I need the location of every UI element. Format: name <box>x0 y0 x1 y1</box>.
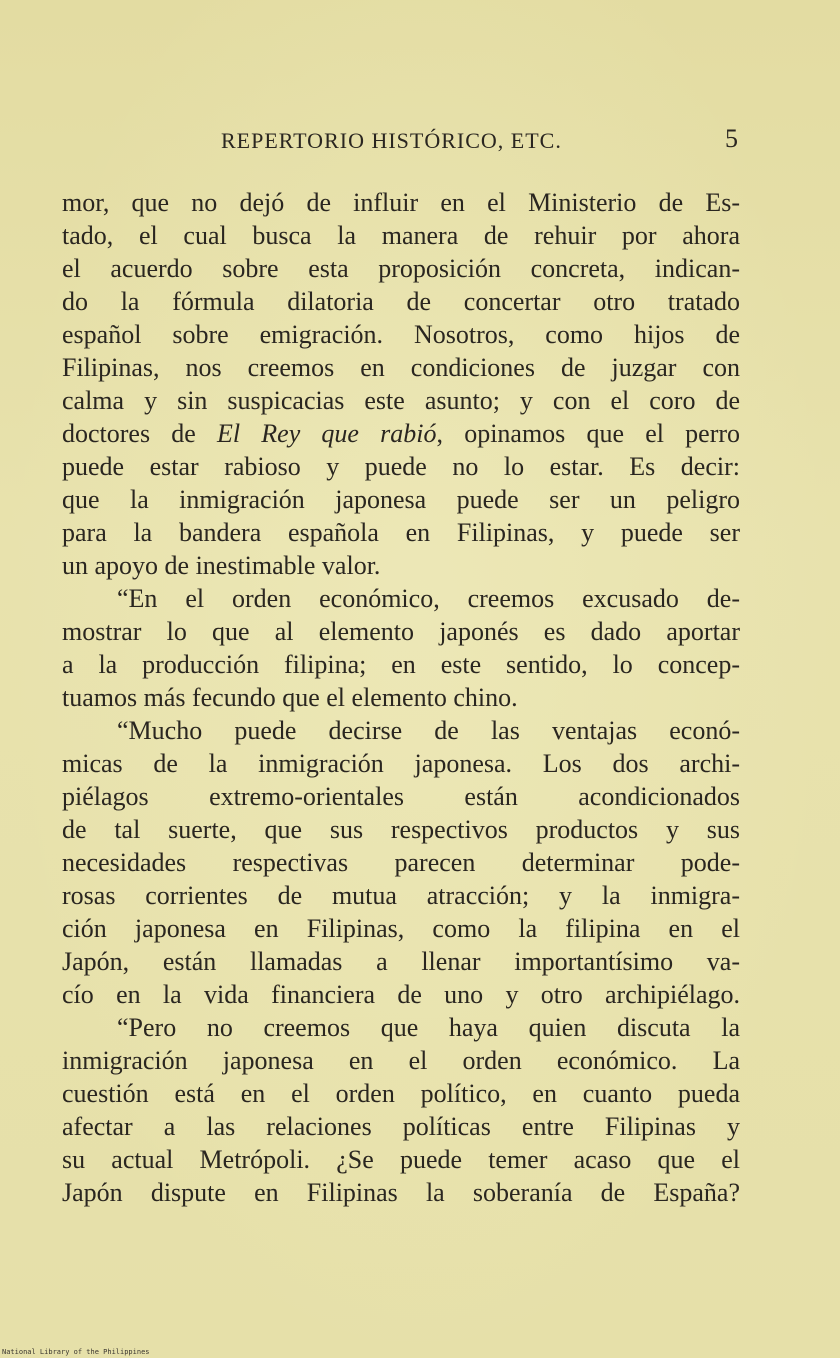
text-line: su actual Metrópoli. ¿Se puede temer acaso que el <box>62 1145 740 1174</box>
text-line: que la inmigración japonesa puede ser un peligro <box>62 485 740 514</box>
work-title-italic: El Rey que rabió <box>217 419 437 448</box>
body-text <box>62 186 740 1209</box>
text-line: español sobre emigración. Nosotros, como hijos de <box>62 320 740 349</box>
text-line: el acuerdo sobre esta proposición concreta, indican- <box>62 254 740 283</box>
text-line: mor, que no dejó de influir en el Ministerio de Es- <box>62 188 740 217</box>
text-line: para la bandera española en Filipinas, y puede ser <box>62 518 740 547</box>
text-line: Japón dispute en Filipinas la soberanía de España? <box>62 1178 740 1207</box>
page-number: 5 <box>725 124 738 153</box>
paragraph-start-line: “Pero no creemos que haya quien discuta la <box>117 1013 740 1042</box>
text-line: do la fórmula dilatoria de concertar otro tratado <box>62 287 740 316</box>
text-segment: , opinamos que el perro <box>436 419 741 448</box>
text-line: ción japonesa en Filipinas, como la filipina en el <box>62 914 740 943</box>
text-line: rosas corrientes de mutua atracción; y la inmigra- <box>62 881 740 910</box>
running-head <box>0 124 840 158</box>
paragraph-end-line: tuamos más fecundo que el elemento chino. <box>62 683 518 712</box>
paragraph-start-line: “En el orden económico, creemos excusado de- <box>117 584 740 613</box>
text-line: mostrar lo que al elemento japonés es dado aportar <box>62 617 740 646</box>
library-credit: National Library of the Philippines <box>2 1348 150 1356</box>
text-line: calma y sin suspicacias este asunto; y con el coro de <box>62 386 740 415</box>
paragraph-end-line: cío en la vida financiera de uno y otro archipiélago. <box>62 980 740 1009</box>
text-line: de tal suerte, que sus respectivos productos y sus <box>62 815 740 844</box>
text-line: tado, el cual busca la manera de rehuir por ahora <box>62 221 740 250</box>
text-line: cuestión está en el orden político, en cuanto pueda <box>62 1079 740 1108</box>
text-line: Japón, están llamadas a llenar importantísimo va- <box>62 947 740 976</box>
paragraph-end-line: un apoyo de inestimable valor. <box>62 551 381 580</box>
text-line-with-title <box>62 417 740 450</box>
text-segment: doctores de <box>62 419 217 448</box>
text-line: Filipinas, nos creemos en condiciones de juzgar con <box>62 353 740 382</box>
text-line: a la producción filipina; en este sentido, lo concep- <box>62 650 740 679</box>
text-line: inmigración japonesa en el orden económico. La <box>62 1046 740 1075</box>
text-line: necesidades respectivas parecen determinar pode- <box>62 848 740 877</box>
running-title: REPERTORIO HISTÓRICO, ETC. <box>221 128 562 153</box>
text-line: piélagos extremo-orientales están acondicionados <box>62 782 740 811</box>
text-line: puede estar rabioso y puede no lo estar. Es decir: <box>62 452 740 481</box>
paragraph-start-line: “Mucho puede decirse de las ventajas econó- <box>117 716 740 745</box>
text-line: afectar a las relaciones políticas entre Filipinas y <box>62 1112 740 1141</box>
text-line: micas de la inmigración japonesa. Los dos archi- <box>62 749 740 778</box>
